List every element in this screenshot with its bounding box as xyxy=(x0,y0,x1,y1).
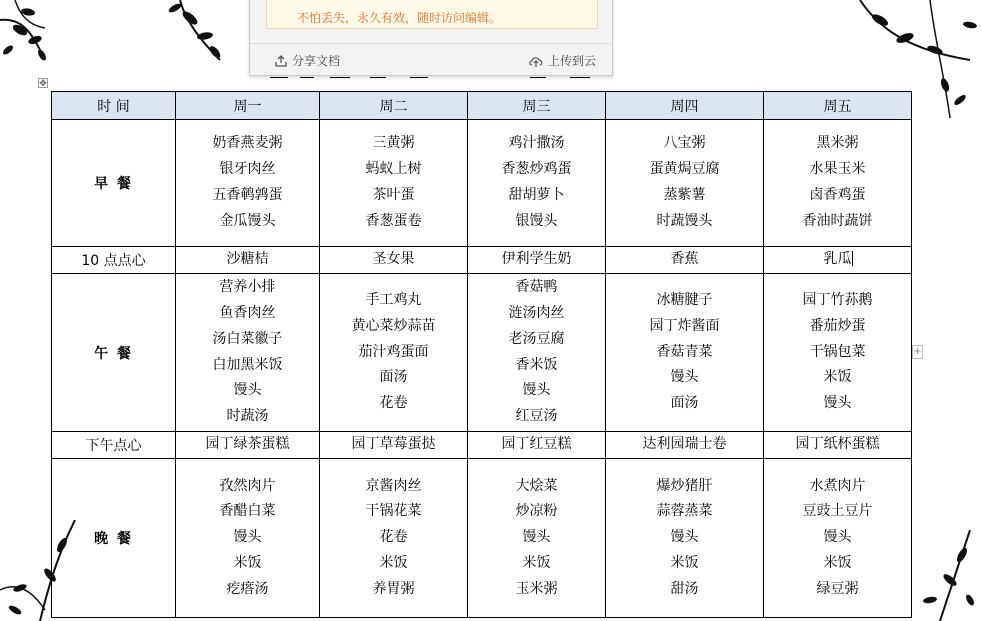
table-header-row xyxy=(52,92,912,120)
dish-list xyxy=(176,432,319,458)
dish-item: 卤香鸡蛋 xyxy=(809,187,866,203)
header-time[interactable]: 时 间 xyxy=(52,92,176,120)
decorative-vine-top-middle xyxy=(150,0,240,75)
dish-item: 蚂蚁上树 xyxy=(365,161,422,178)
table-row-morning-snack xyxy=(52,247,912,274)
dish-list xyxy=(176,247,319,273)
row-label-morning-snack[interactable]: 10 点点心 xyxy=(52,247,176,274)
dish-item: 园丁草莓蛋挞 xyxy=(351,436,436,453)
menu-cell-breakfast-wednesday[interactable] xyxy=(468,120,606,247)
menu-cell-dinner-tuesday[interactable] xyxy=(320,459,468,618)
dish-item: 茄汁鸡蛋面 xyxy=(358,343,429,360)
table-move-handle[interactable]: ✥ xyxy=(39,79,47,89)
popup-notice-text: 不怕丢失，永久有效，随时访问编辑。 xyxy=(297,11,502,25)
dish-item: 奶香燕麦粥 xyxy=(212,135,283,152)
dish-item: 干锅包菜 xyxy=(809,343,866,360)
row-label-breakfast[interactable]: 早 餐 xyxy=(52,120,176,247)
dish-item: 园丁绿茶蛋糕 xyxy=(205,436,290,453)
dish-item: 爆炒猪肝 xyxy=(656,477,713,494)
dish-item: 金瓜馒头 xyxy=(219,212,276,229)
dish-list xyxy=(320,474,467,603)
header-wednesday[interactable]: 周三 xyxy=(468,92,606,120)
menu-cell-lunch-friday[interactable] xyxy=(764,274,912,432)
dish-item: 银牙肉丝 xyxy=(219,161,276,178)
dish-list xyxy=(606,432,763,458)
dish-item: 伊利学生奶 xyxy=(501,251,572,268)
share-icon xyxy=(274,54,288,68)
dish-item: 养胃粥 xyxy=(372,580,415,597)
header-thursday[interactable]: 周四 xyxy=(606,92,764,120)
dish-list xyxy=(320,288,467,417)
dish-list xyxy=(764,288,911,417)
dish-list xyxy=(176,131,319,234)
dish-list xyxy=(468,432,605,458)
upload-to-cloud-label: 上传到云 xyxy=(548,54,597,68)
share-document-label: 分享文档 xyxy=(292,54,341,68)
dish-item: 乳瓜 xyxy=(823,251,852,268)
dish-item: 甜胡萝卜 xyxy=(508,187,565,203)
table-row-lunch xyxy=(52,274,912,432)
dish-item: 炒凉粉 xyxy=(515,503,558,520)
dish-item: 水果玉米 xyxy=(809,161,866,178)
dish-item: 甜汤 xyxy=(670,580,699,597)
dish-item: 园丁纸杯蛋糕 xyxy=(795,436,880,453)
dish-item: 馒头 xyxy=(522,382,551,399)
dish-item: 香醋白菜 xyxy=(219,503,276,520)
dish-item: 香葱炒鸡蛋 xyxy=(501,161,572,178)
dish-item: 香米饭 xyxy=(515,356,558,373)
dish-item: 黄心菜炒蒜苗 xyxy=(351,317,436,334)
popup-notice xyxy=(266,0,598,29)
dish-item: 茶叶蛋 xyxy=(372,187,415,203)
dish-item: 花卷 xyxy=(379,529,408,546)
dish-list xyxy=(468,474,605,603)
dish-item: 米饭 xyxy=(823,369,852,386)
dish-item: 干锅花菜 xyxy=(365,503,422,520)
dish-list xyxy=(764,474,911,603)
menu-cell-breakfast-friday[interactable] xyxy=(764,120,912,247)
row-label-lunch[interactable]: 午 餐 xyxy=(52,274,176,432)
dish-item: 疙瘩汤 xyxy=(226,580,269,597)
menu-cell-afternoon-snack-friday[interactable] xyxy=(764,432,912,459)
dish-item: 馒头 xyxy=(522,529,551,546)
menu-cell-lunch-monday[interactable] xyxy=(176,274,320,432)
dish-list xyxy=(606,131,763,234)
dish-item: 馒头 xyxy=(670,529,699,546)
dish-item: 银馒头 xyxy=(515,212,558,229)
dish-item: 鱼香肉丝 xyxy=(219,304,276,321)
dish-item: 沙糖桔 xyxy=(226,251,269,268)
dish-item: 八宝粥 xyxy=(663,135,706,152)
dish-item: 水煮肉片 xyxy=(809,477,866,494)
text-cursor xyxy=(852,251,853,266)
menu-cell-dinner-wednesday[interactable] xyxy=(468,459,606,618)
dish-list xyxy=(468,247,605,273)
dish-list xyxy=(176,474,319,603)
dish-item: 大烩菜 xyxy=(515,477,558,494)
dish-item: 营养小排 xyxy=(219,279,276,296)
dish-item: 手工鸡丸 xyxy=(365,292,422,308)
dish-item: 五香鹌鹑蛋 xyxy=(212,187,283,203)
decorative-vine-bottom-right xyxy=(910,530,982,621)
row-label-afternoon-snack[interactable]: 下午点心 xyxy=(52,432,176,459)
dish-item: 达利园瑞士卷 xyxy=(642,436,727,453)
decorative-vine-top-left xyxy=(0,0,70,70)
menu-cell-morning-snack-tuesday[interactable] xyxy=(320,247,468,274)
dish-list xyxy=(320,432,467,458)
dish-item: 馒头 xyxy=(823,395,852,412)
dish-item: 蛋黄焗豆腐 xyxy=(649,161,720,178)
dish-item: 蒸紫薯 xyxy=(663,187,706,203)
dish-item: 红豆汤 xyxy=(515,408,558,425)
table-row-breakfast xyxy=(52,120,912,247)
menu-cell-breakfast-monday[interactable] xyxy=(176,120,320,247)
header-friday[interactable]: 周五 xyxy=(764,92,912,120)
dish-item: 面汤 xyxy=(670,395,699,412)
menu-cell-afternoon-snack-wednesday[interactable] xyxy=(468,432,606,459)
dish-item: 馒头 xyxy=(233,382,262,399)
dish-list xyxy=(764,432,911,458)
menu-cell-dinner-monday[interactable] xyxy=(176,459,320,618)
dish-item: 孜然肉片 xyxy=(219,477,276,494)
dish-list xyxy=(606,288,763,417)
weekly-menu-table xyxy=(51,91,912,618)
dish-list xyxy=(468,275,605,430)
dish-item: 绿豆粥 xyxy=(816,580,859,597)
dish-item: 白加黑米饭 xyxy=(212,356,283,373)
dish-item: 时蔬汤 xyxy=(226,408,269,425)
dish-list xyxy=(176,275,319,430)
menu-cell-lunch-tuesday[interactable] xyxy=(320,274,468,432)
dish-list xyxy=(468,131,605,234)
menu-cell-afternoon-snack-tuesday[interactable] xyxy=(320,432,468,459)
dish-item: 米饭 xyxy=(522,554,551,571)
dish-item: 蒜蓉蒸菜 xyxy=(656,503,713,520)
menu-cell-morning-snack-wednesday[interactable] xyxy=(468,247,606,274)
dish-item: 香葱蛋卷 xyxy=(365,212,422,229)
menu-cell-lunch-thursday[interactable] xyxy=(606,274,764,432)
dish-item: 米饭 xyxy=(379,554,408,571)
dish-item: 馒头 xyxy=(233,529,262,546)
dish-item: 香油时蔬饼 xyxy=(802,212,873,229)
menu-cell-breakfast-tuesday[interactable] xyxy=(320,120,468,247)
header-tuesday[interactable]: 周二 xyxy=(320,92,468,120)
dish-item: 冰糖腱子 xyxy=(656,292,713,308)
dish-item: 馒头 xyxy=(670,369,699,386)
dish-item: 豆豉土豆片 xyxy=(802,503,873,520)
popup-divider xyxy=(250,43,612,44)
menu-cell-breakfast-thursday[interactable] xyxy=(606,120,764,247)
dish-item: 馒头 xyxy=(823,529,852,546)
header-monday[interactable]: 周一 xyxy=(176,92,320,120)
dish-item: 圣女果 xyxy=(372,251,415,268)
dish-item: 京酱肉丝 xyxy=(365,477,422,494)
dish-item: 米饭 xyxy=(670,554,699,571)
menu-cell-morning-snack-friday[interactable] xyxy=(764,247,912,274)
table-row-dinner xyxy=(52,459,912,618)
dish-item: 香菇鸭 xyxy=(515,279,558,296)
menu-cell-afternoon-snack-monday[interactable] xyxy=(176,432,320,459)
dish-item: 番茄炒蛋 xyxy=(809,317,866,334)
cloud-upload-icon xyxy=(528,54,544,68)
add-column-button[interactable]: + xyxy=(913,346,922,357)
dish-list xyxy=(320,131,467,234)
upload-to-cloud-button[interactable] xyxy=(528,52,596,69)
dish-item: 老汤豆腐 xyxy=(508,330,565,347)
row-label-dinner[interactable]: 晚 餐 xyxy=(52,459,176,618)
menu-cell-morning-snack-monday[interactable] xyxy=(176,247,320,274)
dish-item: 面汤 xyxy=(379,369,408,386)
dish-item: 汤白菜徽子 xyxy=(212,330,283,347)
menu-cell-morning-snack-thursday[interactable] xyxy=(606,247,764,274)
share-document-button[interactable] xyxy=(274,52,340,69)
dish-list xyxy=(764,247,911,273)
dish-item: 玉米粥 xyxy=(515,580,558,597)
dish-item: 米饭 xyxy=(233,554,262,571)
dish-item: 涟汤肉丝 xyxy=(508,304,565,321)
dish-item: 香蕉 xyxy=(670,251,699,268)
dish-item: 花卷 xyxy=(379,395,408,412)
dish-list xyxy=(606,247,763,273)
menu-cell-lunch-wednesday[interactable] xyxy=(468,274,606,432)
table-row-afternoon-snack xyxy=(52,432,912,459)
dish-list xyxy=(320,247,467,273)
dish-item: 米饭 xyxy=(823,554,852,571)
dish-item: 时蔬馒头 xyxy=(656,212,713,229)
dish-item: 园丁炸酱面 xyxy=(649,317,720,334)
dish-item: 鸡汁撒汤 xyxy=(508,135,565,152)
dish-list xyxy=(764,131,911,234)
dish-item: 黑米粥 xyxy=(816,135,859,152)
dish-item: 园丁竹荪鹅 xyxy=(802,292,873,308)
cloud-save-popup xyxy=(249,0,613,76)
dish-item: 园丁红豆糕 xyxy=(501,436,572,453)
dish-list xyxy=(606,474,763,603)
menu-cell-dinner-thursday[interactable] xyxy=(606,459,764,618)
menu-cell-dinner-friday[interactable] xyxy=(764,459,912,618)
dish-item: 三黄粥 xyxy=(372,135,415,152)
menu-cell-afternoon-snack-thursday[interactable] xyxy=(606,432,764,459)
dish-item: 香菇青菜 xyxy=(656,343,713,360)
